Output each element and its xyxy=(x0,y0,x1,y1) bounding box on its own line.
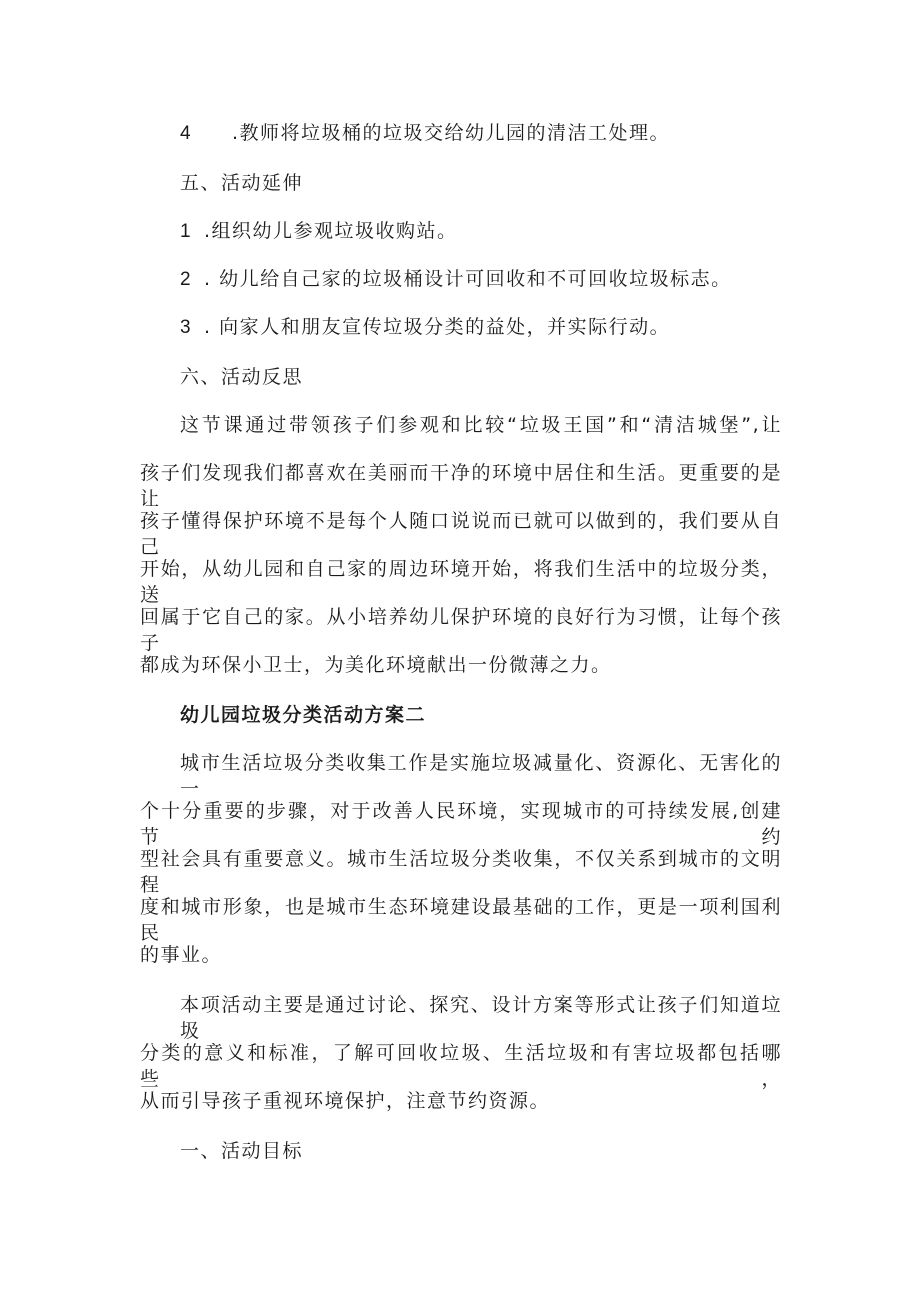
heading-activity-extension: 五、活动延伸 xyxy=(180,172,304,194)
list-item-3 xyxy=(180,314,822,341)
list-number: 4 xyxy=(180,123,193,144)
paragraph-line: 从而引导孩子重视环境保护，注意节约资源。 xyxy=(140,1090,551,1112)
list-number: 1 xyxy=(180,221,193,242)
section-title-plan-two: 幼儿园垃圾分类活动方案二 xyxy=(180,704,427,726)
paragraph-line: 城市生活垃圾分类收集工作是实施垃圾减量化、资源化、无害化的一 xyxy=(180,752,782,800)
paragraph-line: 型社会具有重要意义。城市生活垃圾分类收集，不仅关系到城市的文明程 xyxy=(140,848,782,896)
list-item-1 xyxy=(180,218,822,245)
paragraph-line: 开始，从幼儿园和自己家的周边环境开始，将我们生活中的垃圾分类，送 xyxy=(140,558,782,606)
paragraph-line: 都成为环保小卫士，为美化环境献出一份微薄之力。 xyxy=(140,654,612,676)
paragraph-line: 度和城市形象，也是城市生态环境建设最基础的工作，更是一项利国利民 xyxy=(140,896,782,944)
paragraph-line: 回属于它自己的家。从小培养幼儿保护环境的良好行为习惯，让每个孩子 xyxy=(140,606,782,654)
list-text: .组织幼儿参观垃圾收购站。 xyxy=(204,220,458,242)
heading-activity-goals: 一、活动目标 xyxy=(180,1140,304,1162)
paragraph-line: 个十分重要的步骤，对于改善人民环境，实现城市的可持续发展,创建节约 xyxy=(140,800,782,848)
list-text: . 幼儿给自己家的垃圾桶设计可回收和不可回收垃圾标志。 xyxy=(204,268,732,290)
paragraph-line: 的事业。 xyxy=(140,944,223,966)
paragraph-line: 这节课通过带领孩子们参观和比较“垃圾王国”和“清洁城堡”,让 xyxy=(180,414,782,436)
list-item-2 xyxy=(180,266,822,293)
list-text: .教师将垃圾桶的垃圾交给幼儿园的清洁工处理。 xyxy=(232,122,671,144)
list-number: 3 xyxy=(180,317,193,338)
paragraph-line: 孩子们发现我们都喜欢在美丽而干净的环境中居住和生活。更重要的是让 xyxy=(140,462,782,510)
paragraph-line: 分类的意义和标准，了解可回收垃圾、生活垃圾和有害垃圾都包括哪些， xyxy=(140,1042,782,1090)
list-number: 2 xyxy=(180,269,193,290)
paragraph-line: 孩子懂得保护环境不是每个人随口说说而已就可以做到的，我们要从自己 xyxy=(140,510,782,558)
paragraph-line: 本项活动主要是通过讨论、探究、设计方案等形式让孩子们知道垃圾 xyxy=(180,994,782,1042)
heading-activity-reflection: 六、活动反思 xyxy=(180,366,304,388)
list-item-4 xyxy=(180,120,822,147)
list-text: . 向家人和朋友宣传垃圾分类的益处，并实际行动。 xyxy=(204,316,671,338)
